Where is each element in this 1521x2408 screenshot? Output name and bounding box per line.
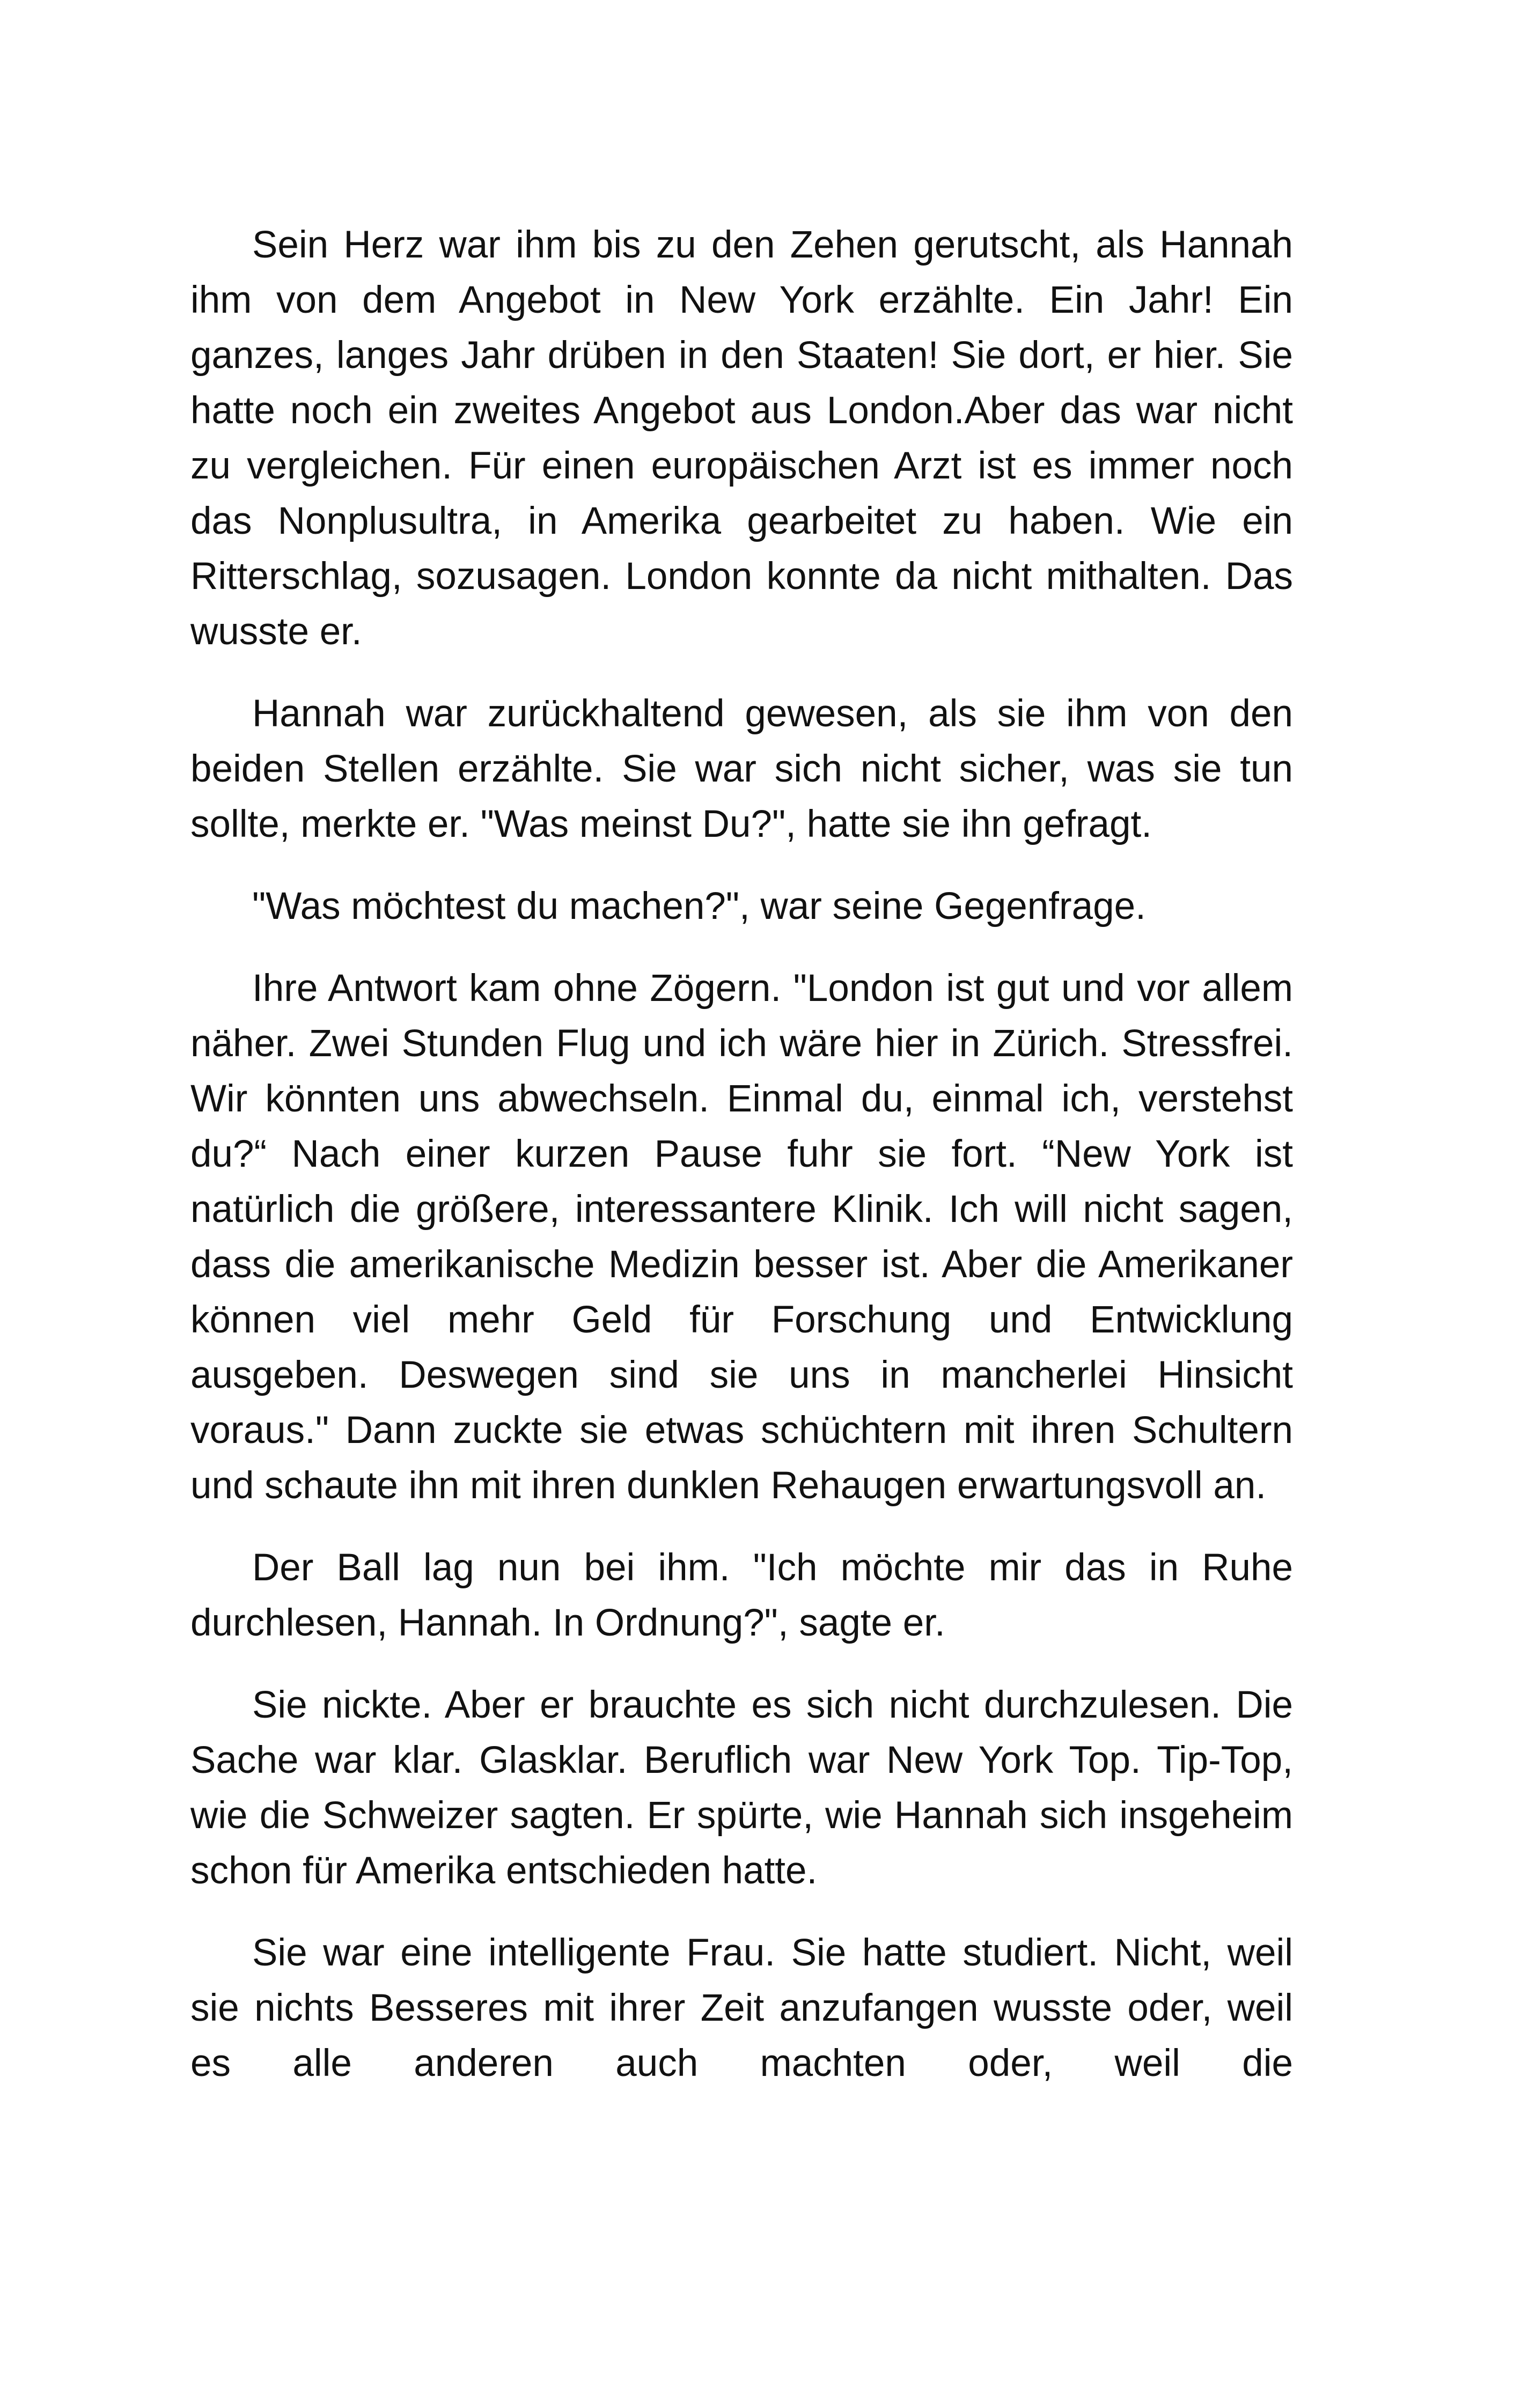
paragraph: "Was möchtest du machen?", war seine Gegenfrage.: [252, 885, 1146, 927]
paragraph: Sie nickte. Aber er brauchte es sich nicht durchzulesen. Die Sache war klar. Glasklar. Beruflich war New York Top. Tip-Top, wie die Schweizer sagten. Er spürte, wie Hannah sich insgeheim schon für Amerika entschieden hatte.: [190, 1684, 1293, 1892]
paragraph: Hannah war zurückhaltend gewesen, als sie ihm von den beiden Stellen erzählte. Sie war sich nicht sicher, was sie tun sollte, merkte er. "Was meinst Du?", hatte sie ihn gefragt.: [190, 693, 1293, 845]
paragraph: Der Ball lag nun bei ihm. "Ich möchte mir das in Ruhe durchlesen, Hannah. In Ordnung?", sagte er.: [190, 1547, 1293, 1644]
paragraph-continued: Sie war eine intelligente Frau. Sie hatte studiert. Nicht, weil sie nichts Besseres mit ihrer Zeit anzufangen wusste oder, weil es alle anderen auch machten oder, weil die: [190, 1932, 1293, 2085]
paragraph: Ihre Antwort kam ohne Zögern. "London ist gut und vor allem näher. Zwei Stunden Flug und ich wäre hier in Zürich. Stressfrei. Wir könnten uns abwechseln. Einmal du, einmal ich, verstehst du?“ Nach einer kurzen Pause fuhr sie fort. “New York ist natürlich die größere, interessantere Klinik. Ich will nicht sagen, dass die amerikanische Medizin besser ist. Aber die Amerikaner können viel mehr Geld für Forschung und Entwicklung ausgeben. Deswegen sind sie uns in mancherlei Hinsicht voraus." Dann zuckte sie etwas schüchtern mit ihren Schultern und schaute ihn mit ihren dunklen Rehaugen erwartungsvoll an.: [190, 967, 1293, 1507]
body-text: [190, 217, 1293, 2118]
paragraph: Sein Herz war ihm bis zu den Zehen gerutscht, als Hannah ihm von dem Angebot in New York erzählte. Ein Jahr! Ein ganzes, langes Jahr drüben in den Staaten! Sie dort, er hier. Sie hatte noch ein zweites Angebot aus London.Aber das war nicht zu vergleichen. Für einen europäischen Arzt ist es immer noch das Nonplusultra, in Amerika gearbeitet zu haben. Wie ein Ritterschlag, sozusagen. London konnte da nicht mithalten. Das wusste er.: [190, 224, 1293, 653]
